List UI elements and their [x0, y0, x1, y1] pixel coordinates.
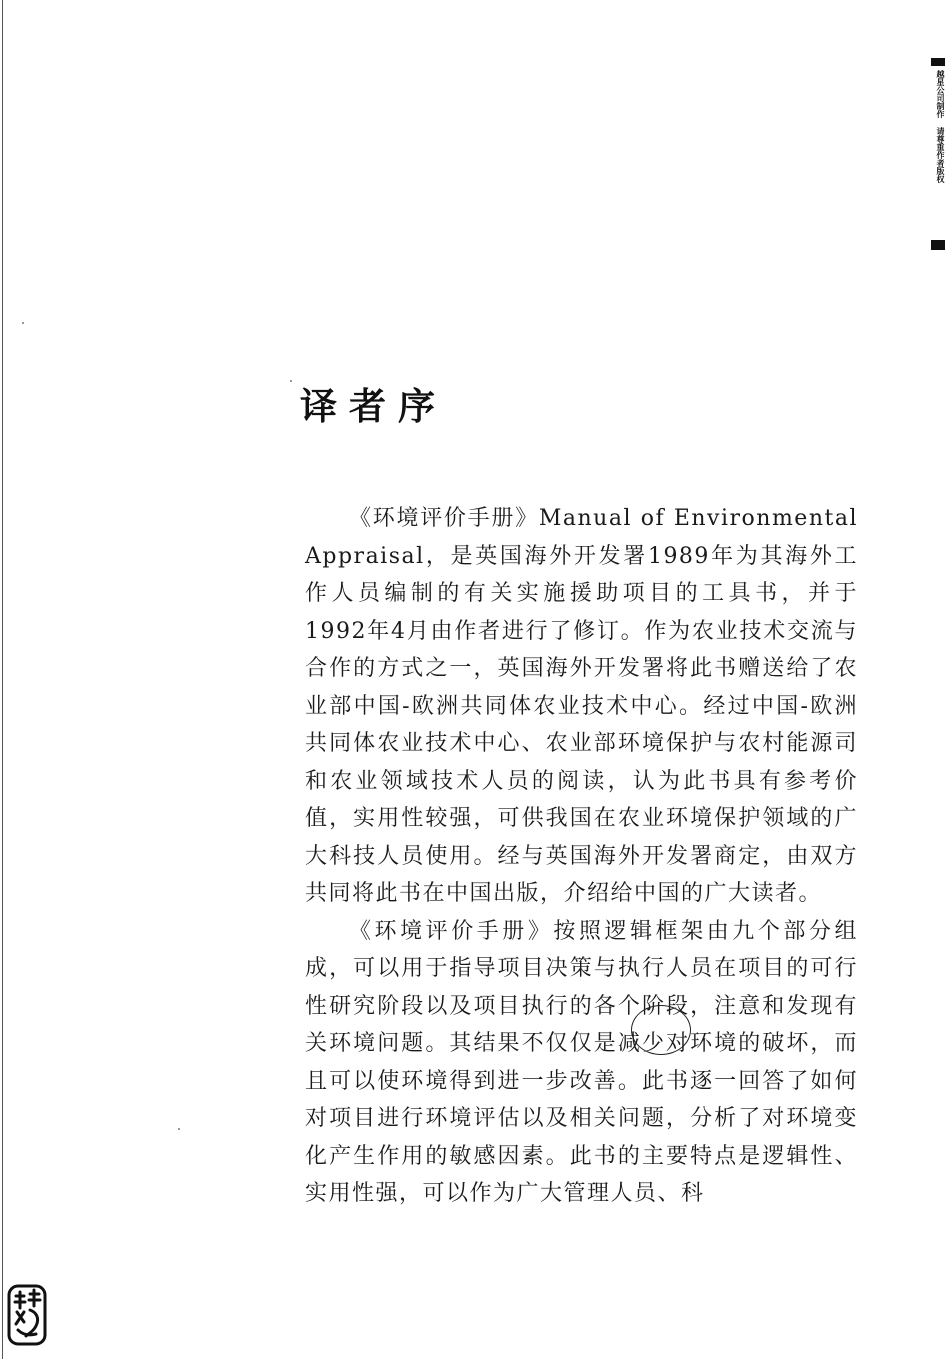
handwritten-circle-mark [631, 1005, 691, 1055]
speck [22, 322, 24, 324]
speck [178, 1128, 180, 1130]
paragraph-2: 《环境评价手册》按照逻辑框架由九个部分组成，可以用于指导项目决策与执行人员在项目的可行性研究阶段以及项目执行的各个阶段，注意和发现有关环境问题。其结果不仅仅是减少对环境的破坏，而且可以使环境得到进一步改善。此书逐一回答了如何对项目进行环境评估以及相关问题，分析了对环境变化产生作用的敏感因素。此书的主要特点是逻辑性、实用性强，可以作为广大管理人员、科 [305, 918, 858, 1206]
copyright-side-strip [928, 58, 948, 250]
copyright-notice: 越星公司制作 请尊重作者版权 [936, 70, 945, 183]
page-title: 译者序 [300, 385, 447, 428]
speck [290, 380, 292, 382]
page-edge-line [2, 0, 3, 1359]
strip-bar-top [931, 58, 945, 66]
strip-bar-bottom [931, 240, 945, 250]
paragraph-1: 《环境评价手册》Manual of Environmental Appraisal，是英国海外开发署1989年为其海外工作人员编制的有关实施援助项目的工具书，并于1992年4月由作者进行了修订。作为农业技术交流与合作的方式之一，英国海外开发署将此书赠送给了农业部中国-欧洲共同体农业技术中心。经过中国-欧洲共同体农业技术中心、农业部环境保护与农村能源司和农业领域技术人员的阅读，认为此书具有参考价值，实用性较强，可供我国在农业环境保护领域的广大科技人员使用。经与英国海外开发署商定，由双方共同将此书在中国出版，介绍给中国的广大读者。 [305, 506, 858, 906]
preface-body [305, 500, 858, 1213]
seal-stamp-icon [6, 1282, 50, 1348]
